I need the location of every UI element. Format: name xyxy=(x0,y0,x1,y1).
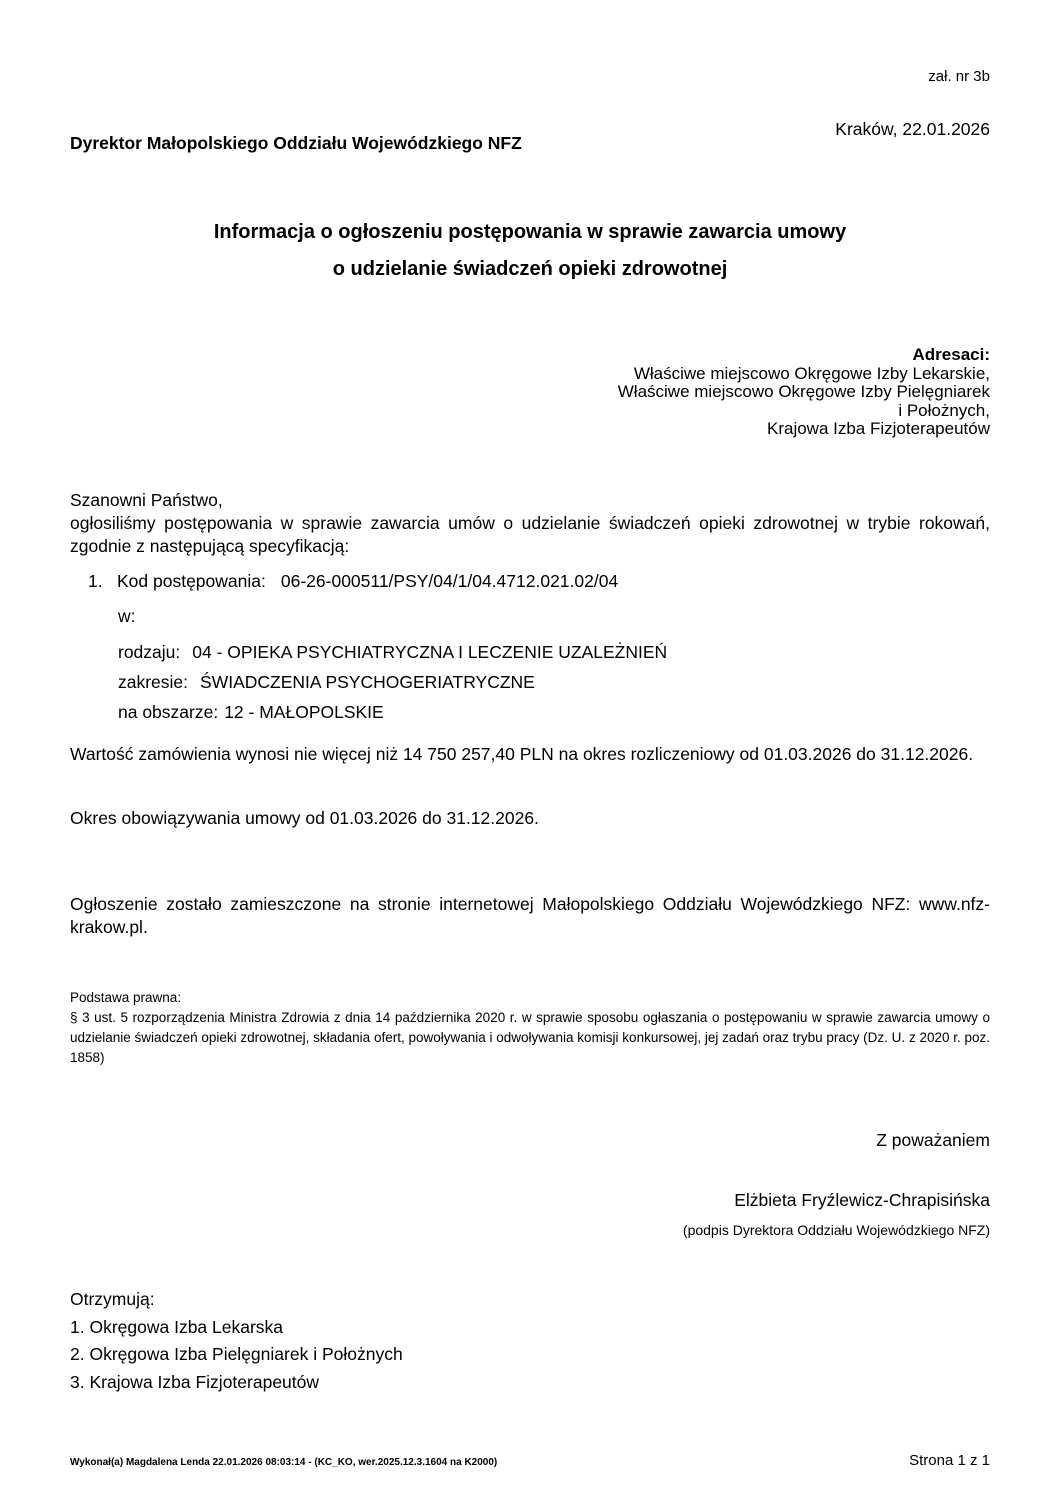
addressee-line: Właściwe miejscowo Okręgowe Izby Lekarskie, xyxy=(633,363,990,383)
legal-basis-block xyxy=(70,988,990,1068)
procedure-code-line xyxy=(88,570,990,592)
intro-paragraph: ogłosiliśmy postępowania w sprawie zawarcia umów o udzielanie świadczeń opieki zdrowotnej w trybie rokowań, zgodnie z następującą specyfikacją: xyxy=(70,513,990,556)
procedure-area-label: na obszarze: xyxy=(118,702,219,722)
closing-line: Z poważaniem xyxy=(876,1130,990,1150)
addressee-line: i Położnych, xyxy=(898,400,990,420)
procedure-kind-line xyxy=(88,641,990,663)
publication-paragraph: Ogłoszenie zostało zamieszczone na stronie internetowej Małopolskiego Oddziału Wojewódzkiego NFZ: www.nfz-krakow.pl. xyxy=(70,894,990,937)
procedure-scope-label: zakresie: xyxy=(118,672,189,692)
signature-name: Elżbieta Fryźlewicz-Chrapisińska xyxy=(734,1190,990,1210)
legal-basis-text: § 3 ust. 5 rozporządzenia Ministra Zdrowia z dnia 14 października 2020 r. w sprawie sposobu ogłaszania o postępowaniu w sprawie zawarcia umowy o udzielanie świadczeń opieki zdrowotnej, składania ofert, powoływania i odwoływania komisji konkursowej, jej zadań oraz trybu pracy (Dz. U. z 2020 r. poz. 1858) xyxy=(70,1010,990,1065)
procedure-area-line xyxy=(88,701,990,723)
order-value-paragraph: Wartość zamówienia wynosi nie więcej niż 14 750 257,40 PLN na okres rozliczeniowy od 01.03.2026 do 31.12.2026. xyxy=(70,744,974,764)
procedure-kind-value: 04 - OPIEKA PSYCHIATRYCZNA I LECZENIE UZALEŻNIEŃ xyxy=(192,642,668,662)
recipient-item: 2. Okręgowa Izba Pielęgniarek i Położnych xyxy=(70,1344,403,1364)
footer-author-info: Wykonał(a) Magdalena Lenda 22.01.2026 08:03:14 - (KC_KO, wer.2025.12.3.1604 na K2000) xyxy=(70,1457,498,1468)
sender-line: Dyrektor Małopolskiego Oddziału Wojewódzkiego NFZ xyxy=(70,133,522,153)
recipients-label: Otrzymują: xyxy=(70,1289,155,1309)
recipient-item: 1. Okręgowa Izba Lekarska xyxy=(70,1316,284,1337)
procedure-scope-value: ŚWIADCZENIA PSYCHOGERIATRYCZNE xyxy=(200,672,535,692)
procedure-block xyxy=(88,570,990,723)
document-title-line1: Informacja o ogłoszeniu postępowania w sprawie zawarcia umowy xyxy=(213,221,847,243)
legal-basis-label: Podstawa prawna: xyxy=(70,990,182,1005)
footer-page-number: Strona 1 z 1 xyxy=(909,1452,990,1469)
document-title-line2: o udzielanie świadczeń opieki zdrowotnej xyxy=(332,258,728,280)
place-and-date: Kraków, 22.01.2026 xyxy=(835,119,990,139)
procedure-in-label: w: xyxy=(118,606,136,626)
attachment-note: zał. nr 3b xyxy=(928,68,990,85)
addressees-label: Adresaci: xyxy=(912,345,990,364)
addressee-line: Krajowa Izba Fizjoterapeutów xyxy=(766,419,990,438)
contract-duration-paragraph: Okres obowiązywania umowy od 01.03.2026 do 31.12.2026. xyxy=(70,808,539,828)
procedure-code-label: Kod postępowania: xyxy=(117,571,266,591)
signature-caption: (podpis Dyrektora Oddziału Wojewódzkiego NFZ) xyxy=(682,1222,990,1238)
addressee-line: Właściwe miejscowo Okręgowe Izby Pielęgniarek xyxy=(617,382,990,401)
document-title xyxy=(0,214,1060,288)
procedure-area-value: 12 - MAŁOPOLSKIE xyxy=(224,702,384,722)
greeting-block xyxy=(70,489,990,558)
recipient-item: 3. Krajowa Izba Fizjoterapeutów xyxy=(70,1371,320,1392)
procedure-number: 1. xyxy=(88,571,103,591)
procedure-kind-label: rodzaju: xyxy=(118,642,181,662)
recipients-block xyxy=(70,1286,990,1396)
addressees-block xyxy=(70,346,990,439)
greeting-line: Szanowni Państwo, xyxy=(70,490,223,510)
procedure-scope-line xyxy=(88,671,990,693)
procedure-code-value: 06-26-000511/PSY/04/1/04.4712.021.02/04 xyxy=(280,571,619,591)
